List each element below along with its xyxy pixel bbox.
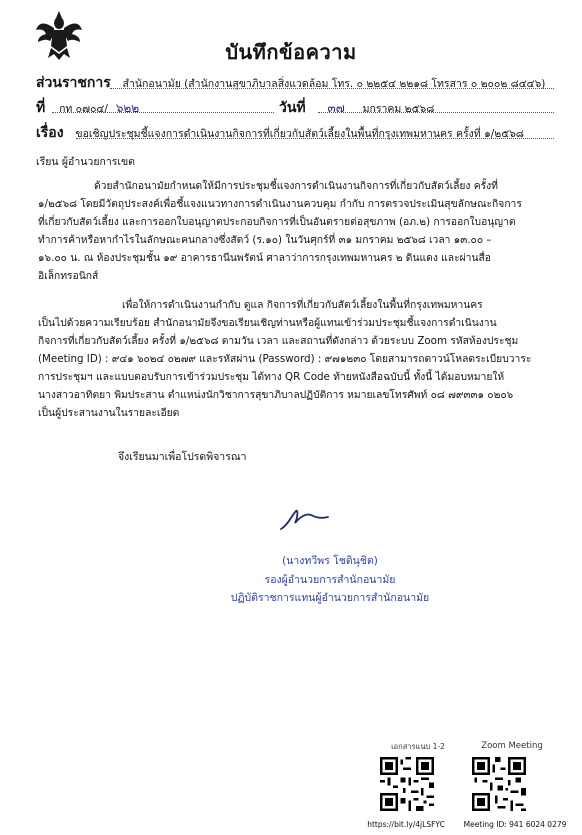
number-row [36,97,139,119]
paragraph-2-line: นางสาวอาทิตยา พิมประสาน ตำแหน่งนักวิชาการสุขาภิบาลปฏิบัติการ หมายเลขโทรศัพท์ ๐๘ ๗๙๓๓๑ ๐๒๐๖ [38,389,514,401]
date-label: วันที่ [279,100,306,116]
subject-row [36,122,524,144]
department-underline [110,88,554,89]
date-value: มกราคม ๒๕๖๘ [362,103,435,115]
signature-scribble-icon [278,503,330,533]
document-qr-code-icon[interactable] [380,757,434,811]
paragraph-1-line: ด้วยสำนักอนามัยกำหนดให้มีการประชุมชี้แจงการดำเนินงานกิจการที่เกี่ยวกับสัตว์เลี้ยง ครั้งที่ [94,180,498,192]
paragraph-2-line: เป็นไปด้วยความเรียบร้อย สำนักอนามัยจึงขอเรียนเชิญท่านหรือผู้แทนเข้าร่วมประชุมชี้แจงการดำเนินงาน [38,317,497,329]
paragraph-1-line: ทำการค้าหรือหากำไรในลักษณะคนกลางซึ่งสัตว์ (ร.๑๐) ในวันศุกร์ที่ ๓๑ มกราคม ๒๕๖๘ เวลา ๑๓.๐๐ – [38,234,492,246]
date-row [279,97,434,119]
paragraph-2-line: การประชุมฯ และแบบตอบรับการเข้าร่วมประชุม ได้ทาง QR Code ท้ายหนังสือฉบับนี้ ทั้งนี้ ได้มอบหมายให้ [38,371,505,383]
number-value: กท ๐๗๐๔/ [59,103,108,115]
department-value: สำนักอนามัย (สำนักงานสุขาภิบาลสิ่งแวดล้อม โทร. ๐ ๒๒๕๔ ๒๒๑๘ โทรสาร ๐ ๒๐๐๒ ๘๔๔๖) [122,78,546,90]
signer-position: รองผู้อำนวยการสำนักอนามัย [264,574,396,586]
paragraph-1 [38,177,554,285]
paragraph-2-line: (Meeting ID) : ๙๔๑ ๖๐๒๔ ๐๒๗๙ และรหัสผ่าน (Password) : ๙๗๑๒๓๐ โดยสามารถดาวน์โหลดระเบียบวาระ [38,353,532,365]
subject-underline [76,138,554,139]
paragraph-1-line: อิเล็กทรอนิกส์ [38,270,99,282]
paragraph-2 [38,296,554,422]
date-handwritten: ๓๗ [327,101,345,115]
department-label: ส่วนราชการ [36,75,111,91]
paragraph-2-line: เพื่อให้การดำเนินงานกำกับ ดูแล กิจการที่เกี่ยวกับสัตว์เลี้ยงในพื้นที่กรุงเทพมหานคร [122,299,483,311]
zoom-meeting-id: Meeting ID: 941 6024 0279 [463,820,567,829]
signer-name: (นางทวีพร โชตินุชิต) [282,555,378,567]
zoom-meeting-label: Zoom Meeting [481,741,543,751]
document-url[interactable]: https://bit.ly/4jLSFYC [367,820,445,829]
memo-title: บันทึกข้อความ [225,40,357,64]
salutation: เรียน ผู้อำนวยการเขต [36,156,135,168]
paragraph-2-line: กิจการที่เกี่ยวกับสัตว์เลี้ยง ครั้งที่ ๑/๒๕๖๘ ตามวัน เวลา และสถานที่ดังกล่าว ด้วยระบบ Zoom รหัสห้องประชุม [38,335,519,347]
closing-line: จึงเรียนมาเพื่อโปรดพิจารณา [118,451,247,463]
number-underline [52,112,274,113]
paragraph-2-line: เป็นผู้ประสานงานในรายละเอียด [38,407,180,419]
subject-value: ขอเชิญประชุมชี้แจงการดำเนินงานกิจการที่เกี่ยวกับสัตว์เลี้ยงในพื้นที่กรุงเทพมหานคร ครั้งที่ ๑/๒๕๖๘ [75,128,524,140]
signer-acting-position: ปฏิบัติราชการแทนผู้อำนวยการสำนักอนามัย [230,592,430,604]
paragraph-1-line: ๑๖.๐๐ น. ณ ห้องประชุมชั้น ๑๙ อาคารธานีนพรัตน์ ศาลาว่าการกรุงเทพมหานคร ๒ ดินแดง และผ่านสื่อ [38,252,491,264]
number-handwritten: ๖๒๒ [115,101,140,115]
number-label: ที่ [36,100,46,116]
zoom-qr-code-icon[interactable] [472,757,526,811]
paragraph-1-line: ๑/๒๕๖๘ โดยมีวัตถุประสงค์เพื่อชี้แจงแนวทางการดำเนินงานควบคุม กำกับ การตรวจประเมินสุขลักษณะกิจการ [38,198,522,210]
document-attachment-label: เอกสารแนบ 1-2 [391,742,445,751]
subject-label: เรื่อง [36,125,64,141]
paragraph-1-line: ที่เกี่ยวกับสัตว์เลี้ยง และการออกใบอนุญาตประกอบกิจการที่เป็นอันตรายต่อสุขภาพ (อภ.๒) การออกใบอนุญาต [38,216,516,228]
date-underline [318,112,554,113]
department-row [36,72,545,94]
